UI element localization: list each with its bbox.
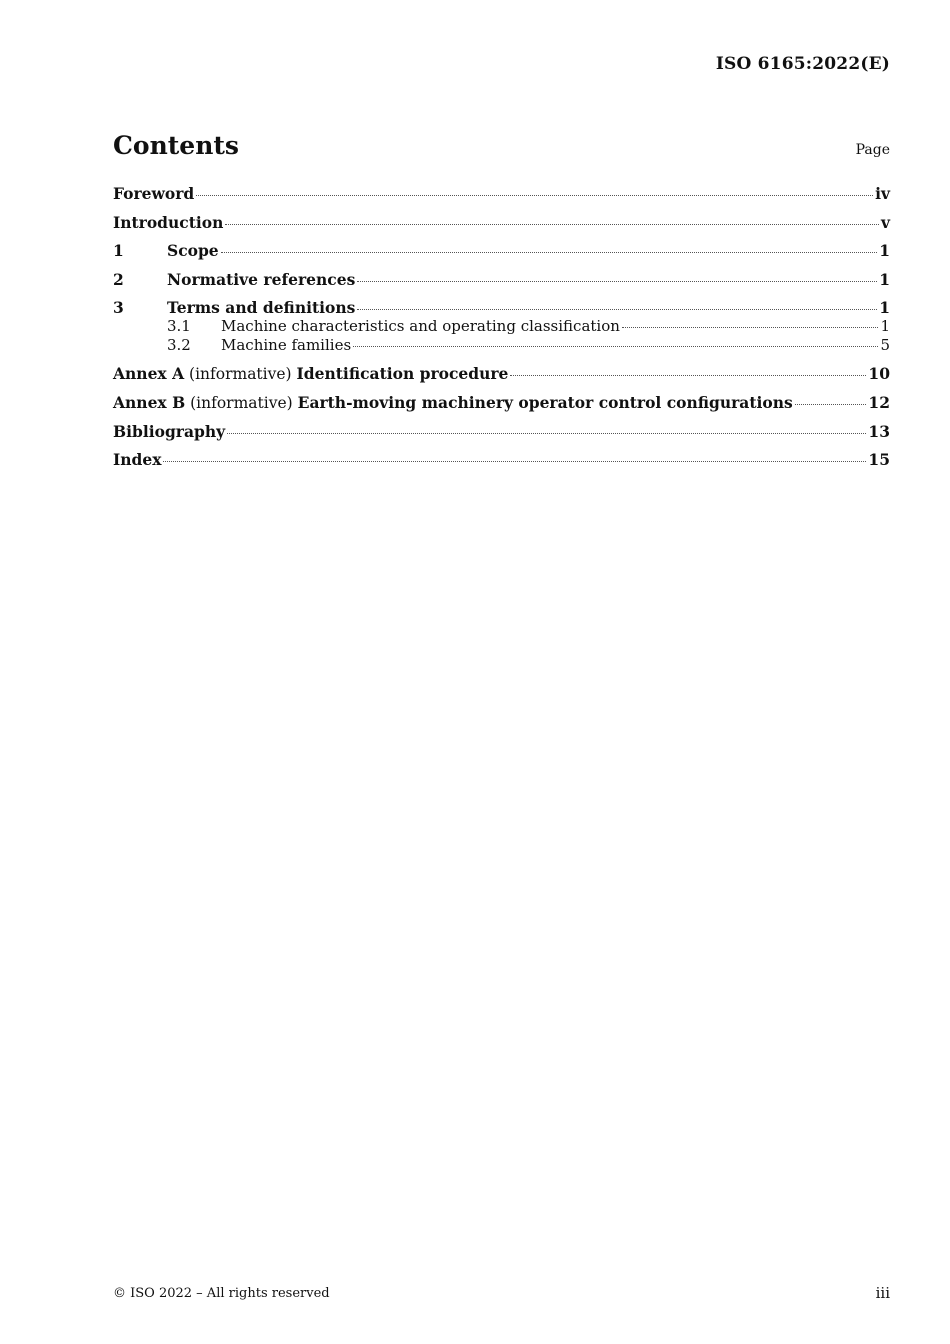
leader-dots <box>353 346 878 347</box>
toc-entry-page: v <box>880 212 890 232</box>
leader-dots <box>225 224 879 225</box>
annex-qualifier: (informative) <box>189 365 292 384</box>
toc-entry-annex-a[interactable] <box>113 364 890 393</box>
leader-dots <box>196 195 873 196</box>
toc-entry-page: iv <box>875 184 890 203</box>
toc-entry-label: Earth-moving machinery operator control configurations <box>297 392 793 412</box>
leader-dots <box>795 404 867 405</box>
toc-entry-label: Scope <box>167 241 219 261</box>
toc-entry-annex-b[interactable] <box>113 393 890 422</box>
toc-entry-label: Identification procedure <box>296 364 509 384</box>
toc-entry-page: 12 <box>868 392 890 412</box>
toc-entry-scope[interactable] <box>113 241 890 270</box>
annex-label: Annex B <box>113 392 186 412</box>
annex-label: Annex A <box>113 364 185 384</box>
leader-dots <box>221 252 878 253</box>
toc-entry-page: 5 <box>880 336 890 355</box>
toc-entry-label: Index <box>113 450 162 470</box>
toc-entry-foreword[interactable] <box>113 184 890 213</box>
toc-entry-index[interactable] <box>113 450 890 479</box>
toc-entry-label: Normative references <box>167 269 356 289</box>
leader-dots <box>227 433 866 434</box>
toc-entry-number: 3.1 <box>167 317 191 336</box>
toc-entry-normative-references[interactable] <box>113 270 890 299</box>
document-id: ISO 6165:2022(E) <box>715 54 890 74</box>
toc-entry-label: Introduction <box>113 212 224 232</box>
toc-entry-terms-and-definitions[interactable] <box>113 298 890 317</box>
contents-heading: Contents <box>113 131 240 160</box>
copyright-notice: © ISO 2022 – All rights reserved <box>113 1286 330 1301</box>
toc-entry-page: 1 <box>879 298 890 318</box>
toc-entry-page: 1 <box>880 317 890 336</box>
leader-dots <box>622 327 879 328</box>
annex-qualifier: (informative) <box>190 393 293 412</box>
toc-entry-label: Bibliography <box>113 421 226 441</box>
toc-entry-page: 1 <box>879 241 890 261</box>
toc-entry-number: 1 <box>113 241 124 261</box>
toc-entry-label: Machine families <box>221 336 352 355</box>
toc-subentry-3-1[interactable] <box>113 317 890 336</box>
page-column-label: Page <box>855 142 890 158</box>
leader-dots <box>357 309 877 310</box>
toc-subentry-3-2[interactable] <box>113 336 890 364</box>
toc-entry-label: Terms and definitions <box>167 298 356 318</box>
toc-entry-page: 13 <box>868 421 890 441</box>
toc-entry-label: Machine characteristics and operating classification <box>221 317 620 336</box>
toc-entry-page: 10 <box>868 364 890 384</box>
leader-dots <box>357 281 877 282</box>
toc-entry-page: 15 <box>868 450 890 470</box>
toc-entry-number: 2 <box>113 269 124 289</box>
toc-entry-number: 3.2 <box>167 336 191 355</box>
toc-entry-number: 3 <box>113 298 124 318</box>
toc-entry-bibliography[interactable] <box>113 422 890 451</box>
page-number: iii <box>875 1284 890 1302</box>
toc-entry-introduction[interactable] <box>113 213 890 242</box>
toc-entry-page: 1 <box>879 269 890 289</box>
leader-dots <box>510 375 866 376</box>
toc-entry-label: Foreword <box>113 184 195 203</box>
table-of-contents <box>113 184 890 479</box>
leader-dots <box>163 461 866 462</box>
